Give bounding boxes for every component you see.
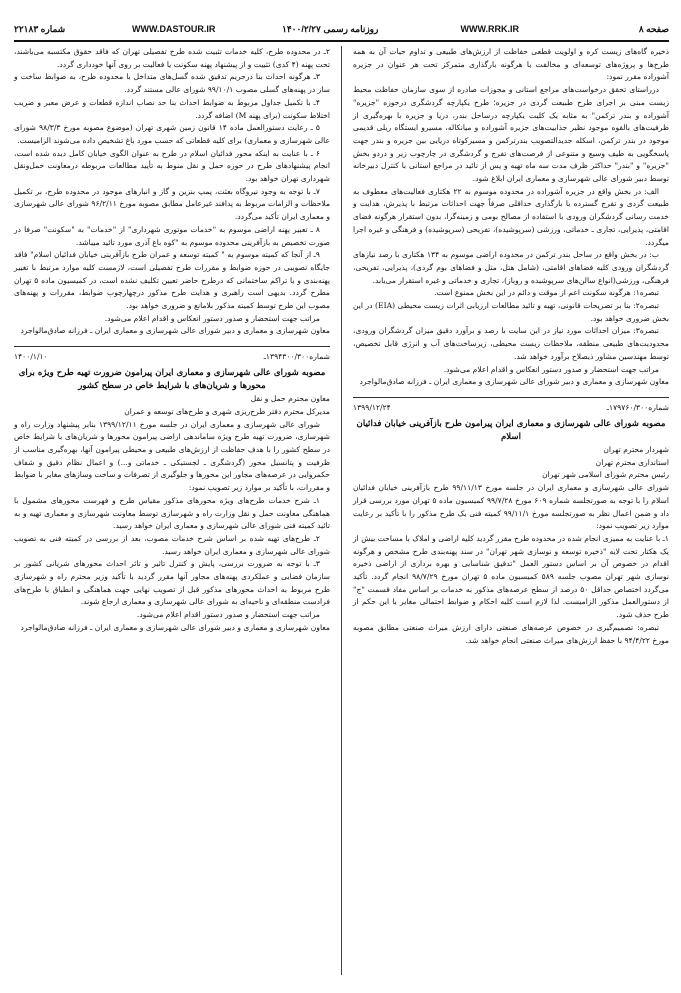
article-number: شماره۱۳۹۴۳۰۰/۳۰۰ـ [263, 352, 330, 362]
article-separator [14, 346, 330, 347]
signature: معاون شهرسازی و معماری و دبیر شورای عالی شهرسازی و معماری ایران ـ فرزانه صادق‌مالواجرد [20, 622, 330, 632]
paragraph: شورای عالی شهرسازی و معماری ایران در جلسه مورخ ۹۹/۱۱/۱۳ طرح بازآفرینی خیابان فدائیان اسلام را با توجه به صورتجلسه شماره ۶۰۹ مورخ ۹۹/۷/۲۸ کمیسیون ماده ۵ تهران مورد بررسی قرار داد و ضمن اعمال نظر به صورتجلسه مورخ ۹۹/۱۱/۱ کمیته فنی یک طرح مذکور را با تأکید بر رعایت موارد زیر تصویب نمود: [353, 483, 669, 531]
paragraph: ۱ـ شرح خدمات طرح‌های ویژه محورهای مذکور مقیاس طرح و فهرست محورهای مشمول با هماهنگی معاونت حمل و نقل وزارت راه و شهرسازی توسط معاونت شهرسازی و معماری تهیه و به تائید کمیته فنی شورای عالی شهرسازی و معماری ایران خواهد رسید. [14, 495, 330, 531]
article-date: ۱۴۰۰/۱/۱۰ [14, 352, 48, 362]
article-date: ۱۳۹۹/۱۲/۲۴ [353, 402, 391, 412]
article-title: مصوبه شورای عالی شهرسازی و معماری ایران پیرامون طرح بازآفرینی خیابان فدائیان اسلام [356, 418, 666, 442]
paragraph: تبصره۲: بنا بر تصریحات قانونی، تهیه و تائید مطالعات ارزیابی اثرات زیست محیطی (EIA) در این بخش ضروری خواهد بود. [353, 301, 669, 323]
recipient: معاون محترم حمل و نقل [250, 394, 330, 404]
paragraph: مراتب جهت استحضار و صدور دستور اقدام اعلام می‌شود. [136, 610, 320, 620]
site-link-rrk[interactable]: WWW.RRK.IR [460, 24, 519, 34]
paragraph: درراستای تحقق درخواست‌های مراجع استانی و مجوزات صادره از سوی سازمان حفاظت محیط زیست مبنی بر اجرای طرح طبیعت گردی در جزیره؛ طرح یکپارچه گردشگری درحوزه "جزیره" آشوراده و بندر ترکمن" به مثابه یک کلیت یکپارچه درساحل بندر، دریا و جزیره با بهره‌گیری از ظرفیت‌های بالقوه موجود نظیر جذابیت‌های جزیره آشوراده و میانکاله، مسیرو ایستگاه ریلی قدیمی موجود در بندر ترکمن، اسکله جدیدالتصویب بندرترکمن و مسیرکوتاه دریایی بین جزیره و بندر جهت پاسخگویی به طیف وسیع و متنوعی از فرصت‌های تفرج و گردشگری در چارچوب زیر و دردو بخش "جزیره" و "بندر" حداکثر ظرف مدت سه ماه تهیه و پس از تائید در مراجع استانی با کنترل دبیرخانه توسط دبیر شورای عالی شهرسازی و معماری ایران ابلاغ شود. [353, 85, 669, 184]
recipient: رئیس محترم شورای اسلامی شهر تهران [542, 470, 669, 480]
newspaper-page [14, 0, 669, 993]
page-number: صفحه ۸ [638, 24, 669, 34]
paragraph: تبصره۳: میزان احداثات مورد نیاز در این سایت با رصد و برآورد دقیق میزان گردشگران ورودی، محدودیت‌های طبیعی منطقه، ملاحظات زیست محیطی، زیرساخت‌های آب و انرژی قابل تخصیص، توسط مهندسین مشاور ذیصلاح برآورد خواهد شد. [353, 326, 669, 361]
article-separator [353, 397, 669, 398]
site-link-dastour[interactable]: WWW.DASTOUR.IR [132, 24, 216, 34]
issue-date: روزنامه رسمی ۱۴۰۰/۲/۲۷ [282, 24, 379, 34]
recipient: شهردار محترم تهران [603, 444, 669, 454]
paragraph: ب: در بخش واقع در ساحل بندر ترکمن در محدوده اراضی موسوم به ۱۳۴ هکتاری با رصد نیازهای گردشگران ورودی کلیه فضاهای اقامتی، (شامل هتل، متل و فضاهای بوم گردی)، پذیرایی، تفریحی، فرهنگی، ورزشی(انواع سالن‌های سرپوشیده و روباز)، تجاری و خدماتی و غیره استقرار می‌یابد. [353, 250, 669, 285]
paragraph: ۴ـ با تکمیل جداول مربوط به ضوابط احداث بنا حد نصاب اندازه قطعات و عرض معبر و ضریب اختلاط سکونت (برای پهنه M) اضافه گردد. [14, 97, 330, 120]
paragraph: ۳ـ با توجه به ضرورت بررسی، پایش و کنترل تاثیر و تاثر احداث محورهای شریانی کشور بر سازمان فضایی و عملکردی پهنه‌های مجاور آنها مقرر گردید با تأکید وزیر محترم راه و شهرسازی طرح مربوط به احداث محورهای مذکور قبل از تصویب نهایی جهت هماهنگی و انطباق با طرح‌های فرادست منطقه‌ای و ناحیه‌ای به شورای عالی شهرسازی و معماری ارجاع شوند. [14, 559, 330, 607]
article-number: شماره۱۷۹۷۶۰/۳۰۰ـ [606, 402, 669, 412]
article-title: مصوبه شورای عالی شهرسازی و معماری ایران پیرامون ضرورت تهیه طرح ویژه برای محورها و شریان‌های با شرایط خاص در سطح کشور [18, 368, 326, 392]
recipient: استانداری محترم تهران [595, 457, 669, 467]
left-column [14, 46, 330, 635]
article-header [353, 402, 669, 414]
paragraph: ۲ـ در محدوده طرح، کلیه خدمات تثبیت شده طرح تفصیلی تهران که فاقد حقوق مکتسبه می‌باشند، تحت پهنه (۴ کدی) تثبیت و از پیشنهاد پهنه سکونت یا فعالیت بر روی آنها خودداری گردد. [14, 47, 330, 69]
paragraph: مراتب جهت استحضار و صدور دستور انعکاس و اقدام اعلام می‌شود. [104, 313, 320, 323]
signature: معاون شهرسازی و معماری و دبیر شورای عالی شهرسازی و معماری ایران ـ فرزانه صادق‌مالواجرد [20, 326, 330, 336]
article-header [14, 351, 330, 363]
paragraph: ذخیره گاه‌های زیست کره و اولویت قطعی حفاظت از ارزش‌های طبیعی و تداوم حیات آن به همه طرح‌ها و پروژه‌های توسعه‌ای و مخالفت با هرگونه بارگذاری متمرکز تحت هر عنوان در جزیره آشوراده مقرر نمود: [353, 47, 669, 82]
issue-number: شماره ۲۲۱۸۳ [14, 24, 66, 34]
paragraph: ۹ـ از آنجا که کمیته موسوم به " کمیته توسعه و عمران طرح بازآفرینی خیابان فدائیان اسلام" فاقد جایگاه تصویبی در حوزه ضوابط و مقررات طرح تفصیلی است، لازمست کلیه موارد مرتبط با تغییر پهنه‌بندی و یا تراکم ساختمانی که درطرح حاضر تعیین تکلیف نشده است، در کمیسیون ماده ۵ تهران مطرح گردد. بدیهی است راهبری و هدایت طرح مذکور درچهارچوب ضوابط، مقررات و پهنه‌های مصوب این طرح توسط کمیته مذکور بلامانع و ضروری خواهد بود. [14, 250, 330, 311]
signature: معاون شهرسازی و معماری و دبیر شورای عالی شهرسازی و معماری ایران ـ فرزانه صادق‌مالواجرد [359, 377, 669, 387]
recipient: مدیرکل محترم دفتر طرح‌ریزی شهری و طرح‌های توسعه و عمران [124, 406, 330, 416]
paragraph: ۵ ـ رعایت دستورالعمل ماده ۱۴ قانون زمین شهری تهران (موضوع مصوبه مورخ ۹۸/۳/۳ شورای عالی شهرسازی و معماری) برای کلیه قطعاتی که حسب مورد باغ تشخیص داده می‌شوند الزامیست. [14, 123, 330, 145]
paragraph: ۱ـ با عنایت به ممیزی انجام شده در محدوده طرح مقرر گردید کلیه اراضی و املاک با مساحت بیش از یک هکتار تحت لایه "ذخیره توسعه و نوسازی شهر تهران" در سند پهنه‌بندی طرح مشخص و هرگونه اقدام در خصوص آن بر اساس دستور العمل "تدقیق شناسایی و بهره برداری از اراضی ذخیره نوسازی شهر تهران مصوب جلسه ۵۸۹ کمیسیون ماده ۵ تهران مورخ ۹۸/۷/۲۹ انجام گردد. تأکید می‌گردد اختصاص حداقل ۵۰ درصد از سطح عرصه‌های مذکور به خدمات بر اساس مفاد قسمت "ج" از دستورالعمل مذکور الزامیست. لذا لازم است کلیه احکام و ضوابط احتمالی مغایر با این حکم از طرح حذف شود. [353, 533, 669, 620]
paragraph: تبصره۱: هرگونه سکونت اعم از موقت و دائم در این بخش ممنوع است. [434, 288, 659, 298]
paragraph: ۳ـ هرگونه احداث بنا درحریم تدقیق شده گسل‌های متداخل با محدوده طرح، به ضوابط ساخت و ساز در پهنه‌های گسلی مصوب ۹۹/۱۰/۱ شورای عالی مستند گردد. [14, 72, 330, 95]
masthead [14, 22, 669, 38]
masthead-rule [14, 40, 669, 42]
column-divider [341, 46, 342, 975]
paragraph: تبصره: تصمیم‌گیری در خصوص عرصه‌های صنعتی دارای ارزش میراث صنعتی مطابق مصوبه مورخ ۹۴/۴/۲۲ با حفظ ارزش‌های میراث صنعتی انجام خواهد شد. [353, 622, 669, 645]
paragraph: ۸ ـ تعبیر پهنه اراضی موسوم به "خدمات موتوری شهرداری" از "خدمات" به "سکونت" صرفا در صورت تخصیص به بازآفرینی محدوده موسوم به "کوه باغ آذری مورد تائید میباشد. [14, 224, 330, 247]
paragraph: الف: در بخش واقع در جزیره آشوراده در محدوده موسوم به ۲۲ هکتاری فعالیت‌های معطوف به طبیعت گردی و تفرج گسترده با بارگذاری حداقلی صرفاً جهت احداثات مرتبط با پذیرش، هدایت و خدمت رسانی گردشگران ورودی با استفاده از مصالح بومی و زمینه‌گرا، بدون استقرار هرگونه فضای اقامتی، پذیرایی، تجاری ـ خدماتی، ورزشی (سرپوشیده)، تفریحی (سرپوشیده) و فرهنگی و غیره اجرا میگردد. [353, 186, 669, 247]
paragraph: شورای عالی شهرسازی و معماری ایران در جلسه مورخ ۱۳۹۹/۱۲/۱۱ بنابر پیشنهاد وزارت راه و شهرسازی، ضرورت تهیه طرح ویژه ساماندهی اراضی پیرامون محورها و شریان‌های با شرایط خاص در سطح کشور را با هدف حفاظت از ارزش‌های طبیعی و محیطی پیرامون آنها، بهره‌گیری مناسب از ظرفیت و پتانسیل محور (گردشگری ـ لجستیکی ـ خدماتی و...) و اعمال نظام دقیق و شفاف حکمروایی در عرصه‌های مجاور این محورها و جلوگیری از تصرفات و ساخت وسازهای مغایر با ضوابط و مقررات، با تأکید بر موارد زیر تصویب نمود: [14, 419, 330, 493]
paragraph: ۲ـ طرح‌های تهیه شده بر اساس شرح خدمات مصوب، بعد از بررسی در کمیته فنی به تصویب شورای عالی شهرسازی و معماری ایران خواهد رسید. [14, 533, 330, 556]
paragraph: مراتب جهت استحضار و صدور دستور انعکاس و اقدام اعلام می‌شود. [443, 364, 659, 374]
right-column [353, 46, 669, 647]
paragraph: ۷ـ با توجه به وجود نیروگاه بعثت، پمپ بنزین و گاز و انبارهای موجود در محدوده طرح، بر تکمیل ملاحظات و الزامات مربوط به پدافند غیرعامل مطابق مصوبه مورخ ۹۶/۲/۱۱ شورای عالی شهرسازی و معماری ایران تأکید می‌گردد. [14, 186, 331, 222]
paragraph: ۶ ـ با عنایت به اینکه محور فدائیان اسلام در طرح به عنوان الگوی خیابان کامل دیده شده است، انجام پیشنهادهای طرح در حوزه حمل و نقل منوط به تأیید مطالعات مربوطه درمعاونت حمل‌ونقل شهرداری تهران خواهد بود. [14, 148, 330, 184]
